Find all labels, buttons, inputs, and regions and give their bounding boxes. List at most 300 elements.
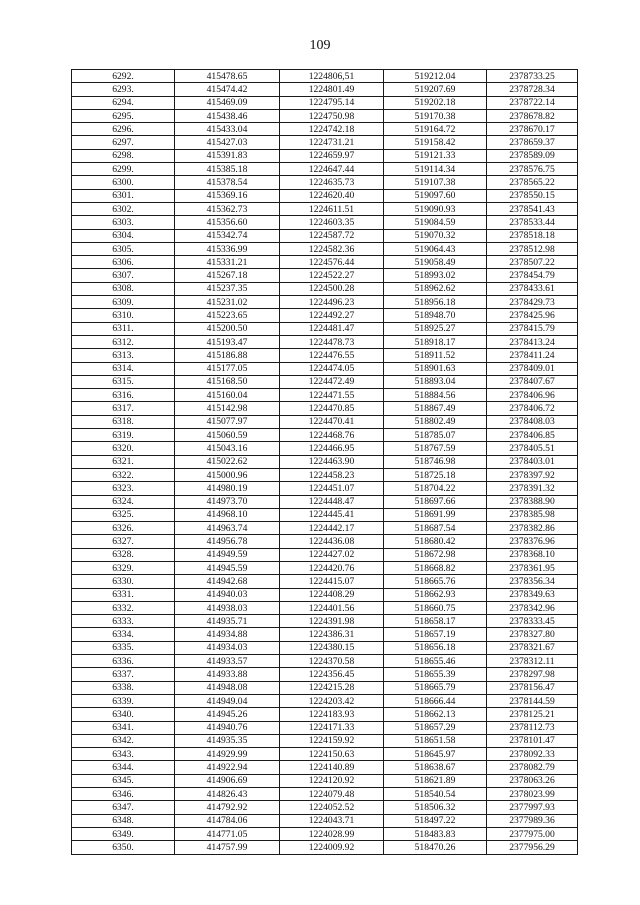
- y2-cell: 2378406.72: [487, 402, 578, 415]
- x1-cell: 414922.94: [175, 761, 280, 774]
- x1-cell: 415469.09: [175, 96, 280, 109]
- x2-cell: 518687.54: [384, 522, 487, 535]
- x2-cell: 518918.17: [384, 335, 487, 348]
- x1-cell: 414826.43: [175, 788, 280, 801]
- x2-cell: 519212.04: [384, 70, 487, 83]
- x1-cell: 414934.03: [175, 641, 280, 654]
- x2-cell: 518948.70: [384, 309, 487, 322]
- table-row: [72, 70, 578, 83]
- table-row: [72, 202, 578, 215]
- point-number-cell: 6332.: [72, 601, 175, 614]
- point-number-cell: 6326.: [72, 522, 175, 535]
- y1-cell: 1224408.29: [280, 588, 384, 601]
- y2-cell: 2378409.01: [487, 362, 578, 375]
- table-row: [72, 668, 578, 681]
- y1-cell: 1224442.17: [280, 522, 384, 535]
- point-number-cell: 6295.: [72, 109, 175, 122]
- y2-cell: 2378728.34: [487, 83, 578, 96]
- table-row: [72, 535, 578, 548]
- point-number-cell: 6337.: [72, 668, 175, 681]
- y1-cell: 1224215.28: [280, 681, 384, 694]
- y1-cell: 1224415.07: [280, 575, 384, 588]
- y1-cell: 1224795.14: [280, 96, 384, 109]
- table-row: [72, 389, 578, 402]
- y1-cell: 1224522.27: [280, 269, 384, 282]
- table-row: [72, 788, 578, 801]
- y1-cell: 1224079.48: [280, 788, 384, 801]
- y1-cell: 1224496.23: [280, 296, 384, 309]
- y1-cell: 1224750.98: [280, 109, 384, 122]
- table-row: [72, 123, 578, 136]
- y1-cell: 1224742.18: [280, 123, 384, 136]
- x1-cell: 414929.99: [175, 748, 280, 761]
- x2-cell: 518767.59: [384, 442, 487, 455]
- y2-cell: 2378722.14: [487, 96, 578, 109]
- x1-cell: 415378.54: [175, 176, 280, 189]
- point-number-cell: 6317.: [72, 402, 175, 415]
- y1-cell: 1224472.49: [280, 375, 384, 388]
- table-row: [72, 655, 578, 668]
- y1-cell: 1224731.21: [280, 136, 384, 149]
- y1-cell: 1224481.47: [280, 322, 384, 335]
- table-row: [72, 415, 578, 428]
- x2-cell: 519121.33: [384, 149, 487, 162]
- y2-cell: 2378327.80: [487, 628, 578, 641]
- x2-cell: 518901.63: [384, 362, 487, 375]
- x2-cell: 519070.32: [384, 229, 487, 242]
- x2-cell: 518893.04: [384, 375, 487, 388]
- point-number-cell: 6346.: [72, 788, 175, 801]
- table-row: [72, 615, 578, 628]
- y2-cell: 2378533.44: [487, 216, 578, 229]
- point-number-cell: 6323.: [72, 482, 175, 495]
- x1-cell: 414945.26: [175, 708, 280, 721]
- table-row: [72, 748, 578, 761]
- table-row: [72, 774, 578, 787]
- x1-cell: 415342.74: [175, 229, 280, 242]
- y1-cell: 1224120.92: [280, 774, 384, 787]
- y2-cell: 2378429.73: [487, 296, 578, 309]
- y1-cell: 1224427.02: [280, 548, 384, 561]
- y2-cell: 2378425.96: [487, 309, 578, 322]
- y1-cell: 1224140.89: [280, 761, 384, 774]
- table-row: [72, 149, 578, 162]
- table-row: [72, 83, 578, 96]
- y2-cell: 2378063.26: [487, 774, 578, 787]
- y2-cell: 2378342.96: [487, 601, 578, 614]
- table-row: [72, 136, 578, 149]
- x2-cell: 519107.38: [384, 176, 487, 189]
- y2-cell: 2378101.47: [487, 734, 578, 747]
- point-number-cell: 6307.: [72, 269, 175, 282]
- table-row: [72, 189, 578, 202]
- x1-cell: 414933.88: [175, 668, 280, 681]
- y1-cell: 1224500.28: [280, 282, 384, 295]
- x2-cell: 519202.18: [384, 96, 487, 109]
- point-number-cell: 6314.: [72, 362, 175, 375]
- y1-cell: 1224478.73: [280, 335, 384, 348]
- x2-cell: 518746.98: [384, 455, 487, 468]
- y1-cell: 1224471.55: [280, 389, 384, 402]
- y2-cell: 2378670.17: [487, 123, 578, 136]
- y2-cell: 2377975.00: [487, 827, 578, 840]
- x1-cell: 414933.57: [175, 655, 280, 668]
- x1-cell: 415356.60: [175, 216, 280, 229]
- y1-cell: 1224150.63: [280, 748, 384, 761]
- y2-cell: 2378388.90: [487, 495, 578, 508]
- x2-cell: 519114.34: [384, 163, 487, 176]
- x2-cell: 519064.43: [384, 242, 487, 255]
- y2-cell: 2378403.01: [487, 455, 578, 468]
- y1-cell: 1224171.33: [280, 721, 384, 734]
- y2-cell: 2378411.24: [487, 349, 578, 362]
- y1-cell: 1224801.49: [280, 83, 384, 96]
- table-row: [72, 814, 578, 827]
- x1-cell: 415000.96: [175, 468, 280, 481]
- point-number-cell: 6316.: [72, 389, 175, 402]
- y2-cell: 2378397.92: [487, 468, 578, 481]
- x1-cell: 414938.03: [175, 601, 280, 614]
- y1-cell: 1224576.44: [280, 256, 384, 269]
- point-number-cell: 6335.: [72, 641, 175, 654]
- x2-cell: 518802.49: [384, 415, 487, 428]
- point-number-cell: 6339.: [72, 694, 175, 707]
- point-number-cell: 6330.: [72, 575, 175, 588]
- x1-cell: 415193.47: [175, 335, 280, 348]
- x2-cell: 519164.72: [384, 123, 487, 136]
- x1-cell: 414940.76: [175, 721, 280, 734]
- point-number-cell: 6324.: [72, 495, 175, 508]
- point-number-cell: 6345.: [72, 774, 175, 787]
- x2-cell: 518621.89: [384, 774, 487, 787]
- y1-cell: 1224470.85: [280, 402, 384, 415]
- table-row: [72, 601, 578, 614]
- x1-cell: 415433.04: [175, 123, 280, 136]
- table-row: [72, 708, 578, 721]
- point-number-cell: 6292.: [72, 70, 175, 83]
- x2-cell: 518697.66: [384, 495, 487, 508]
- y2-cell: 2378415.79: [487, 322, 578, 335]
- y1-cell: 1224603.35: [280, 216, 384, 229]
- y1-cell: 1224380.15: [280, 641, 384, 654]
- point-number-cell: 6327.: [72, 535, 175, 548]
- table-row: [72, 575, 578, 588]
- table-row: [72, 801, 578, 814]
- x1-cell: 415474.42: [175, 83, 280, 96]
- point-number-cell: 6308.: [72, 282, 175, 295]
- x2-cell: 518691.99: [384, 508, 487, 521]
- x1-cell: 415237.35: [175, 282, 280, 295]
- x1-cell: 415385.18: [175, 163, 280, 176]
- point-number-cell: 6299.: [72, 163, 175, 176]
- point-number-cell: 6344.: [72, 761, 175, 774]
- x2-cell: 519170.38: [384, 109, 487, 122]
- table-row: [72, 841, 578, 854]
- x1-cell: 415168.50: [175, 375, 280, 388]
- table-row: [72, 242, 578, 255]
- point-number-cell: 6296.: [72, 123, 175, 136]
- y2-cell: 2378518.18: [487, 229, 578, 242]
- y1-cell: 1224470.41: [280, 415, 384, 428]
- x2-cell: 518725.18: [384, 468, 487, 481]
- x1-cell: 415077.97: [175, 415, 280, 428]
- y1-cell: 1224611.51: [280, 202, 384, 215]
- x1-cell: 414942.68: [175, 575, 280, 588]
- table-row: [72, 429, 578, 442]
- point-number-cell: 6300.: [72, 176, 175, 189]
- y2-cell: 2378382.86: [487, 522, 578, 535]
- x1-cell: 415362.73: [175, 202, 280, 215]
- y2-cell: 2378356.34: [487, 575, 578, 588]
- y1-cell: 1224476.55: [280, 349, 384, 362]
- table-row: [72, 269, 578, 282]
- point-number-cell: 6341.: [72, 721, 175, 734]
- y1-cell: 1224468.76: [280, 429, 384, 442]
- x2-cell: 518925.27: [384, 322, 487, 335]
- y2-cell: 2378454.79: [487, 269, 578, 282]
- x1-cell: 415022.62: [175, 455, 280, 468]
- y2-cell: 2378541.43: [487, 202, 578, 215]
- point-number-cell: 6297.: [72, 136, 175, 149]
- y1-cell: 1224448.47: [280, 495, 384, 508]
- coordinates-table-body: [72, 70, 578, 855]
- table-row: [72, 761, 578, 774]
- table-row: [72, 229, 578, 242]
- point-number-cell: 6321.: [72, 455, 175, 468]
- x1-cell: 414956.78: [175, 535, 280, 548]
- y1-cell: 1224445.41: [280, 508, 384, 521]
- y2-cell: 2378512.98: [487, 242, 578, 255]
- table-row: [72, 96, 578, 109]
- y2-cell: 2378082.79: [487, 761, 578, 774]
- table-row: [72, 442, 578, 455]
- x1-cell: 414973.70: [175, 495, 280, 508]
- y1-cell: 1224492.27: [280, 309, 384, 322]
- table-row: [72, 455, 578, 468]
- y2-cell: 2378407.67: [487, 375, 578, 388]
- x2-cell: 518658.17: [384, 615, 487, 628]
- table-row: [72, 734, 578, 747]
- point-number-cell: 6302.: [72, 202, 175, 215]
- table-row: [72, 163, 578, 176]
- y2-cell: 2378507.22: [487, 256, 578, 269]
- x2-cell: 519058.49: [384, 256, 487, 269]
- point-number-cell: 6309.: [72, 296, 175, 309]
- point-number-cell: 6349.: [72, 827, 175, 840]
- x1-cell: 415186.88: [175, 349, 280, 362]
- y1-cell: 1224401.56: [280, 601, 384, 614]
- y1-cell: 1224659.97: [280, 149, 384, 162]
- x1-cell: 415060.59: [175, 429, 280, 442]
- point-number-cell: 6350.: [72, 841, 175, 854]
- x1-cell: 414935.35: [175, 734, 280, 747]
- x2-cell: 518704.22: [384, 482, 487, 495]
- y2-cell: 2378349.63: [487, 588, 578, 601]
- x2-cell: 518660.75: [384, 601, 487, 614]
- x2-cell: 518638.67: [384, 761, 487, 774]
- table-row: [72, 309, 578, 322]
- x1-cell: 414980.19: [175, 482, 280, 495]
- x1-cell: 414963.74: [175, 522, 280, 535]
- table-row: [72, 322, 578, 335]
- y1-cell: 1224582.36: [280, 242, 384, 255]
- point-number-cell: 6315.: [72, 375, 175, 388]
- y2-cell: 2378385.98: [487, 508, 578, 521]
- point-number-cell: 6334.: [72, 628, 175, 641]
- x2-cell: 518662.13: [384, 708, 487, 721]
- x1-cell: 414945.59: [175, 561, 280, 574]
- point-number-cell: 6313.: [72, 349, 175, 362]
- x2-cell: 518645.97: [384, 748, 487, 761]
- x2-cell: 518665.76: [384, 575, 487, 588]
- point-number-cell: 6312.: [72, 335, 175, 348]
- y1-cell: 1224370.58: [280, 655, 384, 668]
- y2-cell: 2377956.29: [487, 841, 578, 854]
- x1-cell: 415160.04: [175, 389, 280, 402]
- table-row: [72, 349, 578, 362]
- x2-cell: 518956.18: [384, 296, 487, 309]
- y2-cell: 2378659.37: [487, 136, 578, 149]
- x1-cell: 414771.05: [175, 827, 280, 840]
- x2-cell: 518884.56: [384, 389, 487, 402]
- point-number-cell: 6304.: [72, 229, 175, 242]
- table-row: [72, 827, 578, 840]
- y1-cell: 1224474.05: [280, 362, 384, 375]
- x1-cell: 415142.98: [175, 402, 280, 415]
- y2-cell: 2378433.61: [487, 282, 578, 295]
- y2-cell: 2378361.95: [487, 561, 578, 574]
- point-number-cell: 6310.: [72, 309, 175, 322]
- x2-cell: 518911.52: [384, 349, 487, 362]
- x1-cell: 414949.59: [175, 548, 280, 561]
- x2-cell: 518655.46: [384, 655, 487, 668]
- y2-cell: 2378333.45: [487, 615, 578, 628]
- y1-cell: 1224203.42: [280, 694, 384, 707]
- x2-cell: 518540.54: [384, 788, 487, 801]
- y1-cell: 1224647.44: [280, 163, 384, 176]
- point-number-cell: 6306.: [72, 256, 175, 269]
- y2-cell: 2377989.36: [487, 814, 578, 827]
- point-number-cell: 6340.: [72, 708, 175, 721]
- point-number-cell: 6342.: [72, 734, 175, 747]
- table-row: [72, 296, 578, 309]
- point-number-cell: 6319.: [72, 429, 175, 442]
- x1-cell: 415043.16: [175, 442, 280, 455]
- x1-cell: 414934.88: [175, 628, 280, 641]
- y1-cell: 1224463.90: [280, 455, 384, 468]
- x2-cell: 518680.42: [384, 535, 487, 548]
- point-number-cell: 6311.: [72, 322, 175, 335]
- x2-cell: 518672.98: [384, 548, 487, 561]
- table-row: [72, 335, 578, 348]
- x1-cell: 414935.71: [175, 615, 280, 628]
- x1-cell: 415267.18: [175, 269, 280, 282]
- x2-cell: 519207.69: [384, 83, 487, 96]
- table-row: [72, 694, 578, 707]
- x2-cell: 518656.18: [384, 641, 487, 654]
- y2-cell: 2378321.67: [487, 641, 578, 654]
- point-number-cell: 6305.: [72, 242, 175, 255]
- y2-cell: 2378678.82: [487, 109, 578, 122]
- y1-cell: 1224183.93: [280, 708, 384, 721]
- y1-cell: 1224620.40: [280, 189, 384, 202]
- x1-cell: 415231.02: [175, 296, 280, 309]
- x2-cell: 518655.39: [384, 668, 487, 681]
- x1-cell: 414757.99: [175, 841, 280, 854]
- x2-cell: 518497.22: [384, 814, 487, 827]
- x2-cell: 518470.26: [384, 841, 487, 854]
- table-row: [72, 508, 578, 521]
- y2-cell: 2378297.98: [487, 668, 578, 681]
- y2-cell: 2378406.96: [487, 389, 578, 402]
- x2-cell: 518962.62: [384, 282, 487, 295]
- table-row: [72, 362, 578, 375]
- y2-cell: 2378408.03: [487, 415, 578, 428]
- x2-cell: 518993.02: [384, 269, 487, 282]
- y2-cell: 2378125.21: [487, 708, 578, 721]
- y1-cell: 1224587.72: [280, 229, 384, 242]
- y1-cell: 1224466.95: [280, 442, 384, 455]
- table-row: [72, 721, 578, 734]
- x2-cell: 518668.82: [384, 561, 487, 574]
- y1-cell: 1224009.92: [280, 841, 384, 854]
- x2-cell: 519097.60: [384, 189, 487, 202]
- x1-cell: 414949.04: [175, 694, 280, 707]
- y2-cell: 2378156.47: [487, 681, 578, 694]
- x2-cell: 518657.29: [384, 721, 487, 734]
- x2-cell: 518662.93: [384, 588, 487, 601]
- y1-cell: 1224386.31: [280, 628, 384, 641]
- point-number-cell: 6322.: [72, 468, 175, 481]
- x2-cell: 518651.58: [384, 734, 487, 747]
- x2-cell: 518506.32: [384, 801, 487, 814]
- y2-cell: 2377997.93: [487, 801, 578, 814]
- x2-cell: 518483.83: [384, 827, 487, 840]
- y2-cell: 2378391.32: [487, 482, 578, 495]
- y2-cell: 2378312.11: [487, 655, 578, 668]
- table-row: [72, 109, 578, 122]
- y1-cell: 1224043.71: [280, 814, 384, 827]
- page-number: 109: [309, 38, 331, 53]
- x1-cell: 414792.92: [175, 801, 280, 814]
- table-row: [72, 628, 578, 641]
- x1-cell: 415331.21: [175, 256, 280, 269]
- point-number-cell: 6293.: [72, 83, 175, 96]
- point-number-cell: 6348.: [72, 814, 175, 827]
- point-number-cell: 6343.: [72, 748, 175, 761]
- point-number-cell: 6347.: [72, 801, 175, 814]
- x2-cell: 518666.44: [384, 694, 487, 707]
- y1-cell: 1224420.76: [280, 561, 384, 574]
- y1-cell: 1224028.99: [280, 827, 384, 840]
- table-row: [72, 282, 578, 295]
- x2-cell: 519090.93: [384, 202, 487, 215]
- x1-cell: 414940.03: [175, 588, 280, 601]
- table-row: [72, 468, 578, 481]
- table-row: [72, 256, 578, 269]
- y2-cell: 2378144.59: [487, 694, 578, 707]
- point-number-cell: 6325.: [72, 508, 175, 521]
- y1-cell: 1224451.07: [280, 482, 384, 495]
- table-row: [72, 588, 578, 601]
- y2-cell: 2378368.10: [487, 548, 578, 561]
- point-number-cell: 6303.: [72, 216, 175, 229]
- x1-cell: 414968.10: [175, 508, 280, 521]
- x1-cell: 415391.83: [175, 149, 280, 162]
- x2-cell: 518665.79: [384, 681, 487, 694]
- y1-cell: 1224052.52: [280, 801, 384, 814]
- point-number-cell: 6328.: [72, 548, 175, 561]
